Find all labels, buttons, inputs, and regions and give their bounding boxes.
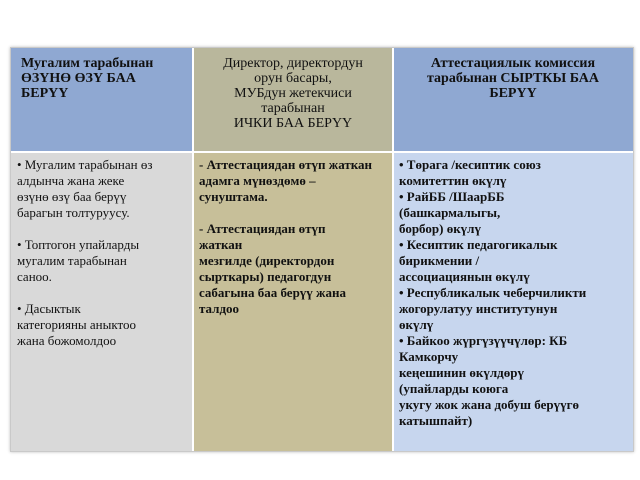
header-self-assessment	[11, 48, 193, 153]
header-line: Мугалим тарабынан	[21, 56, 154, 71]
header-line: БЕРҮҮ	[489, 86, 537, 101]
internal-assessment-cell	[193, 153, 393, 451]
header-line: тарабынан СЫРТКЫ БАА	[426, 71, 599, 86]
list-item: • Республикалык чеберчиликти жогорулатуу институтунун өкүлү	[399, 285, 587, 332]
header-line: ИЧКИ БАА БЕРҮҮ	[233, 116, 353, 131]
list-item: - Аттестациядан өтүп жаткан адамга мүнөздөмө – сунуштама.	[199, 157, 373, 204]
header-line: Директор, директордун	[223, 56, 363, 71]
list-item: - Аттестациядан өтүп жаткан мезгилде (директордон сырткары) педагогдун сабагына баа берүү жана талдоо	[199, 221, 346, 316]
list-item: • РайББ /ШаарББ (башкармалыгы, борбор) өкүлү	[399, 189, 505, 236]
list-item: • Мугалим тарабынан өз алдынча жана жеке өзүнө өзү баа берүү барагын толтуруусу.	[17, 157, 153, 220]
column-divider	[192, 48, 194, 451]
column-divider	[392, 48, 394, 451]
header-line: Аттестациялык комиссия	[430, 56, 596, 71]
header-external-assessment	[393, 48, 633, 153]
external-assessment-cell	[393, 153, 633, 451]
assessment-table	[10, 47, 634, 452]
header-line: тарабынан	[261, 101, 325, 116]
self-assessment-cell	[11, 153, 193, 451]
header-internal-assessment	[193, 48, 393, 153]
list-item: • Кесиптик педагогикалык бирикмении / ассоциациянын өкүлү	[399, 237, 558, 284]
row-divider	[11, 151, 633, 153]
header-line: орун басары,	[254, 71, 332, 86]
header-line: БЕРҮҮ	[21, 86, 69, 101]
list-item: • Топтогон упайларды мугалим тарабынан саноо.	[17, 237, 140, 284]
list-item: • Байкоо жүргүзүүчүлөр: КБ Камкорчу кеңешинин өкүлдөрү (упайларды коюга укугу жок жана добуш берүүгө катышпайт)	[399, 333, 580, 428]
list-item: • Дасыктык категорияны аныктоо жана божомолдоо	[17, 301, 137, 348]
header-line: МУБдун жетекчиси	[234, 86, 352, 101]
list-item: • Төрага /кесиптик союз комитеттин өкүлү	[399, 157, 541, 188]
header-line: ӨЗҮНӨ ӨЗҮ БАА	[21, 71, 136, 86]
